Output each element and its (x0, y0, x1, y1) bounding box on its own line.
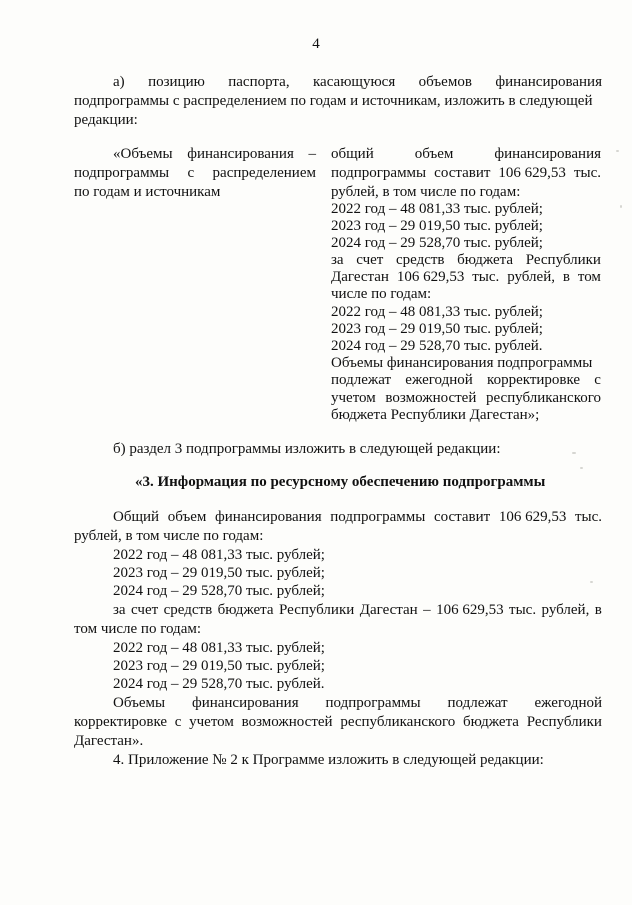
word: бюджета (463, 714, 519, 730)
table-right-budget-year-2023: 2023 год – 29 019,50 тыс. рублей; (331, 321, 543, 337)
word: с (594, 372, 601, 388)
table-right-budget-line-2 (331, 268, 601, 286)
word: 106 629,53 (498, 509, 567, 525)
word: паспорта, (228, 74, 290, 90)
word: Дагестан (331, 269, 389, 285)
word: позицию (148, 74, 205, 90)
word: учетом (189, 714, 234, 730)
word: за (113, 602, 126, 618)
word: 106 629,53 (436, 602, 504, 618)
table-left-line-1 (113, 145, 316, 163)
word: общий (331, 146, 374, 162)
table-left-line-2 (74, 164, 316, 182)
section-heading: «3. Информация по ресурсному обеспечению подпрограммы (135, 474, 546, 490)
section-budget-line-1 (113, 601, 602, 619)
table-right-budget-line-1 (331, 251, 601, 269)
table-right-year-2023: 2023 год – 29 019,50 тыс. рублей; (331, 218, 543, 234)
table-right-year-2024: 2024 год – 29 528,70 тыс. рублей; (331, 235, 543, 251)
section-budget-year-2023: 2023 год – 29 019,50 тыс. рублей; (113, 658, 325, 674)
para-b: б) раздел 3 подпрограммы изложить в следующей редакции: (113, 441, 501, 457)
word: Общий (113, 509, 160, 525)
section-year-2023: 2023 год – 29 019,50 тыс. рублей; (113, 565, 325, 581)
word: подпрограммы (74, 165, 170, 181)
section-line-1 (113, 508, 602, 526)
word: ежегодной (534, 695, 602, 711)
word: касающуюся (313, 74, 396, 90)
word: рублей, (507, 269, 555, 285)
section-budget-year-2022: 2022 год – 48 081,33 тыс. рублей; (113, 640, 325, 656)
table-right-budget-year-2022: 2022 год – 48 081,33 тыс. рублей; (331, 304, 543, 320)
section-budget-line-2: том числе по годам: (74, 621, 202, 637)
word: – (423, 602, 431, 618)
word: тыс. (574, 509, 602, 525)
table-right-line-3: рублей, в том числе по годам: (331, 184, 521, 200)
scan-speck (580, 467, 583, 469)
section-year-2022: 2022 год – 48 081,33 тыс. рублей; (113, 547, 325, 563)
word: корректировке (487, 372, 581, 388)
table-right-line-1 (331, 145, 601, 163)
word: объем (414, 146, 454, 162)
word: бюджета (457, 252, 514, 268)
table-left-line-3: по годам и источникам (74, 184, 221, 200)
word: республиканского (486, 390, 601, 406)
word: тыс. (573, 165, 601, 181)
word: тыс. (509, 602, 537, 618)
word: финансирования (214, 509, 322, 525)
section-note-line-1 (113, 694, 602, 712)
scan-speck (620, 205, 622, 208)
table-right-note-line-2 (331, 371, 601, 389)
page-number: 4 (312, 36, 320, 52)
table-right-note-line-3 (331, 389, 601, 407)
word: с (174, 714, 182, 730)
para-a-line-2: подпрограммы с распределением по годам и источникам, изложить в следующей (74, 93, 593, 109)
table-right-note-line-1: Объемы финансирования подпрограммы (331, 355, 593, 371)
word: финансирования (494, 146, 601, 162)
table-right-budget-line-3: числе по годам: (331, 286, 432, 302)
word: а) (113, 74, 125, 90)
word: Республики (279, 602, 355, 618)
word: с (187, 165, 195, 181)
scan-speck (572, 452, 576, 454)
word: учетом (331, 390, 376, 406)
word: счет (356, 252, 384, 268)
table-right-line-2 (331, 164, 601, 182)
word: финансирования (495, 74, 602, 90)
scan-speck (590, 581, 593, 583)
word: подлежат (331, 372, 392, 388)
word: ежегодной (405, 372, 473, 388)
word: составит (433, 509, 491, 525)
word: Объемы (113, 695, 166, 711)
word: подпрограммы (330, 509, 426, 525)
section-year-2024: 2024 год – 29 528,70 тыс. рублей; (113, 583, 325, 599)
word: корректировке (74, 714, 168, 730)
table-right-note-line-4: бюджета Республики Дагестан»; (331, 407, 540, 423)
word: – (308, 146, 316, 162)
para-a-line-1 (113, 73, 602, 91)
word: бюджета (217, 602, 274, 618)
scan-speck (616, 150, 619, 152)
word: за (331, 252, 344, 268)
word: 106 629,53 (498, 165, 566, 181)
word: подпрограммы (325, 695, 421, 711)
para-a-line-3: редакции: (74, 112, 138, 128)
word: Республики (525, 252, 601, 268)
word: тыс. (472, 269, 500, 285)
section-budget-year-2024: 2024 год – 29 528,70 тыс. рублей. (113, 676, 325, 692)
word: объем (167, 509, 207, 525)
table-right-year-2022: 2022 год – 48 081,33 тыс. рублей; (331, 201, 543, 217)
word: «Объемы (113, 146, 173, 162)
word: подлежат (447, 695, 508, 711)
word: составит (434, 165, 491, 181)
word: Дагестан (359, 602, 418, 618)
word: Республики (526, 714, 602, 730)
section-line-2: рублей, в том числе по годам: (74, 528, 264, 544)
word: финансирования (191, 695, 299, 711)
word: в (562, 269, 570, 285)
word: рублей, (541, 602, 590, 618)
word: средств (163, 602, 213, 618)
word: распределением (212, 165, 316, 181)
word: средств (395, 252, 445, 268)
word: возможностей (385, 390, 477, 406)
section-note-line-2 (74, 713, 602, 731)
word: счет (131, 602, 159, 618)
section-note-line-3: Дагестан». (74, 733, 144, 749)
word: подпрограммы (331, 165, 427, 181)
word: том (577, 269, 601, 285)
word: финансирования (187, 146, 294, 162)
word: республиканского (340, 714, 456, 730)
word: объемов (418, 74, 472, 90)
word: в (594, 602, 602, 618)
word: 106 629,53 (396, 269, 465, 285)
point-4: 4. Приложение № 2 к Программе изложить в следующей редакции: (113, 752, 544, 768)
table-right-budget-year-2024: 2024 год – 29 528,70 тыс. рублей. (331, 338, 543, 354)
word: возможностей (241, 714, 333, 730)
